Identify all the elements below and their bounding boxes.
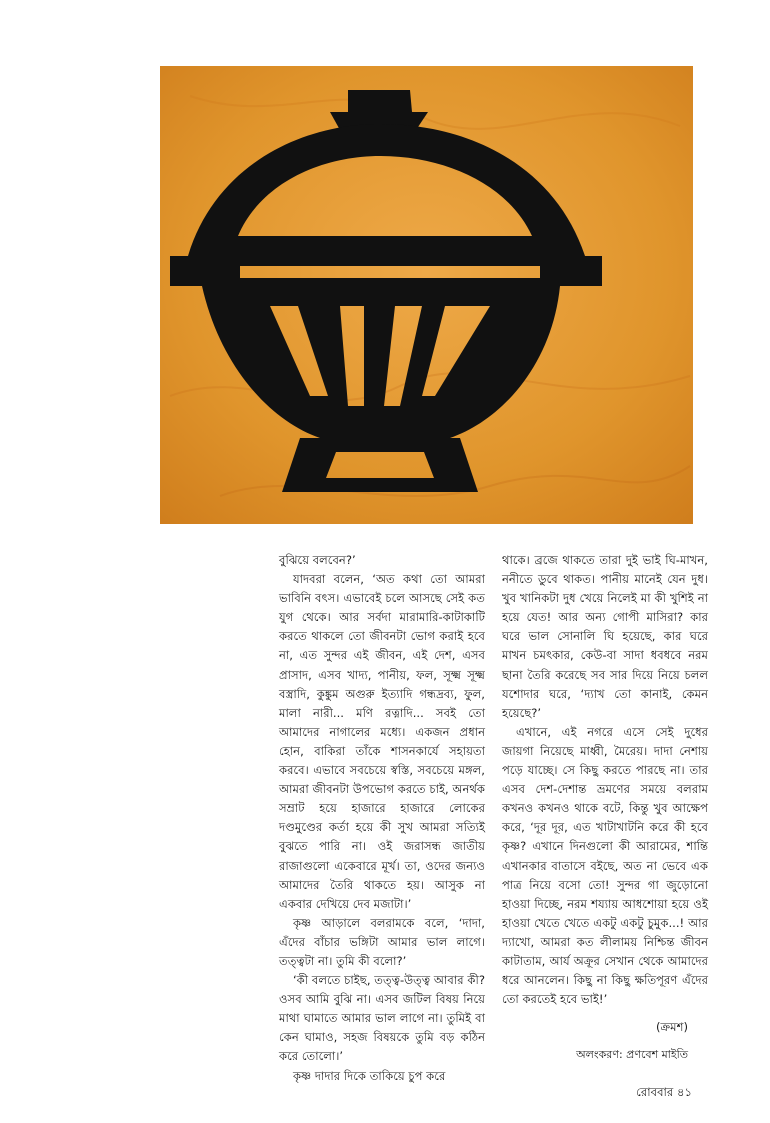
covered-bowl-icon: [160, 66, 693, 524]
continued-marker: (ক্রমশ): [655, 1020, 688, 1034]
illustration-credit: অলংকরণ: প্রণবেশ মাইতি: [576, 1048, 688, 1061]
article-paragraph: কৃষ্ণ আড়ালে বলরামকে বলে, ‘দাদা, এঁদের বাঁচার ভঙ্গিটা আমার ভাল লাগে। তত্ত্বটা না। তুমি কী বলো?’: [279, 915, 485, 968]
article-paragraph: বুঝিয়ে বলবেন?’: [279, 553, 356, 567]
article-paragraph: থাকে। ব্রজে থাকতে তারা দুই ভাই ঘি-মাখন, ননীতে ডুবে থাকত। পানীয় মানেই যেন দুধ। খুব খানিকটা দুধ খেয়ে নিলেই মা কী খুশিই না হয়ে যেত! আর অন্য গোপী মাসিরা? কার ঘরে ভাল সোনালি ঘি হয়েছে, কার ঘরে মাখন চমৎকার, কেউ-বা সাদা ধবধবে নরম ছানা তৈরি করেছে সব সার দিয়ে নিয়ে চলল যশোদার ঘরে, ‘দ্যাখ তো কানাই, কেমন হয়েছে?’: [502, 553, 708, 720]
article-paragraph: কৃষ্ণ দাদার দিকে তাকিয়ে চুপ করে: [293, 1068, 446, 1083]
article-column-left: [279, 551, 485, 1086]
page-folio: রোববার ৪১: [636, 1085, 692, 1099]
article-paragraph: যাদবরা বলেন, ‘অত কথা তো আমরা ভাবিনি বৎস। এভাবেই চলে আসছে সেই কত যুগ থেকে। আর সর্বদা মারামারি-কাটাকাটি করতে থাকলে তো জীবনটা ভোগ করাই হবে না, এত সুন্দর এই জীবন, এই দেশ, এসব প্রাসাদ, এসব খাদ্য, পানীয়, ফল, সূক্ষ্ম সূক্ষ্ম বস্ত্রাদি, কুঙ্কুম অগুরু ইত্যাদি গন্ধদ্রব্য, ফুল, মালা নারী... মণি রত্নাদি... সবই তো আমাদের নাগালের মধ্যে। একজন প্রধান হোন, বাকিরা তাঁকে শাসনকার্যে সহায়তা করবে। এভাবে সবচেয়ে স্বস্তি, সবচেয়ে মঙ্গল, আমরা জীবনটা উপভোগ করতে চাই, অনর্থক সম্রাট হয়ে হাজারে হাজারে লোকের দণ্ডমুণ্ডের কর্তা হয়ে কী সুখ আমরা সত্যিই বুঝতে পারি না। ওই জরাসন্ধ জাতীয় রাজাগুলো একেবারে মূর্খ। তা, ওদের জন্যও আমাদের তৈরি থাকতে হয়। আসুক না একবার দেখিয়ে দেব মজাটা।’: [279, 572, 485, 911]
illustration-covered-bowl: [160, 66, 693, 524]
article-column-right: [502, 551, 708, 1009]
article-paragraph: ‘কী বলতে চাইছ, তত্ত্ব-উত্ত্ব আবার কী? ওসব আমি বুঝি না। এসব জটিল বিষয় নিয়ে মাথা ঘামাতে আমার ভাল লাগে না। তুমিই বা কেন ঘামাও, সহজ বিষয়কে তুমি বড় কঠিন করে তোলো।’: [279, 973, 485, 1064]
article-paragraph: এখানে, এই নগরে এসে সেই দুধের জায়গা নিয়েছে মাধ্বী, মৈরেয়। দাদা নেশায় পড়ে যাচ্ছে। সে কিছু করতে পারছে না। তার এসব দেশ-দেশান্ত ভ্রমণের সময়ে বলরাম কখনও কখনও থাকে বটে, কিন্তু খুব আক্ষেপ করে, ‘দূর দূর, এত খাটাখাটনি করে কী হবে কৃষ্ণ? এখানে দিনগুলো কী আরামের, শান্তি এখানকার বাতাসে বইছে, অত না ভেবে এক পাত্র নিয়ে বসো তো! সুন্দর গা জুড়োনো হাওয়া দিচ্ছে, নরম শয্যায় আধশোয়া হয়ে ওই হাওয়া খেতে খেতে একটু একটু চুমুক...! আর দ্যাখো, আমরা কত লীলাময় নিশ্চিন্ত জীবন কাটাতাম, আর্য অক্রূর সেখান থেকে আমাদের ধরে আনলেন। কিছু না কিছু ক্ষতিপূরণ এঁদের তো করতেই হবে ভাই!’: [502, 724, 708, 1007]
